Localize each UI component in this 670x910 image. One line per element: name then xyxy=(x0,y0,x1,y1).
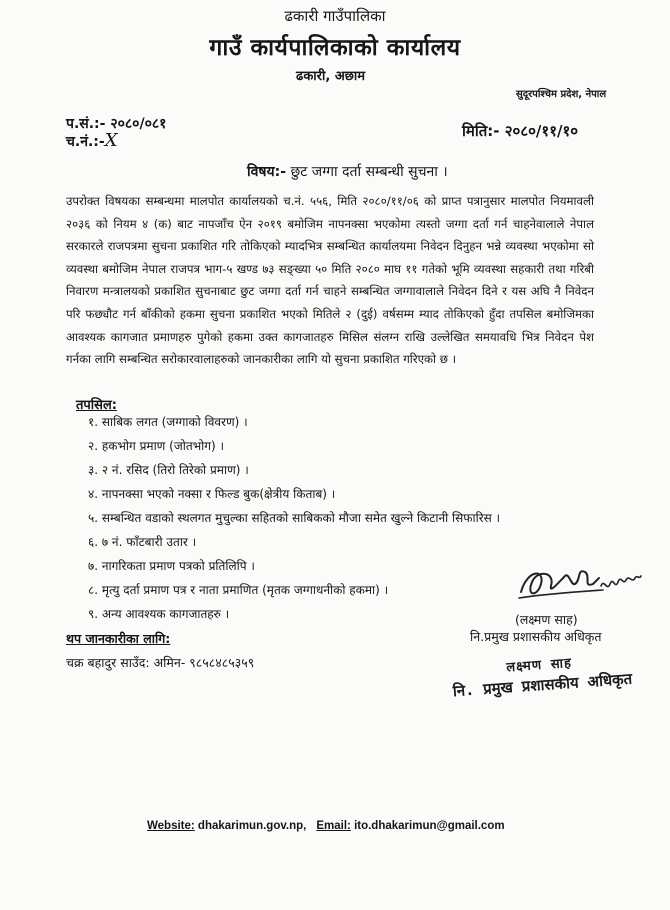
email-link[interactable]: ito.dhakarimun@gmail.com xyxy=(354,820,505,832)
officer-stamp xyxy=(451,649,633,701)
list-item: १. साबिक लगत (जग्गाको विवरण) । xyxy=(88,415,248,429)
list-item: ३. २ नं. रसिद (तिरो तिरेको प्रमाण) । xyxy=(88,463,249,477)
dispatch-label: च.नं.:- xyxy=(66,134,105,150)
officer-title: नि.प्रमुख प्रशासकीय अधिकृत xyxy=(470,629,602,644)
office-name: ढकारी गाउँपालिका xyxy=(284,7,386,25)
office-address: ढकारी, अछाम xyxy=(296,69,366,84)
website-label: Website: xyxy=(147,820,195,832)
handwritten-signature xyxy=(515,562,645,610)
footer-contact xyxy=(147,820,505,832)
list-item: ४. नापनक्सा भएको नक्सा र फिल्ड बुक(क्षेत्रीय किताब) । xyxy=(88,487,336,501)
letter-date: मिति:- २०८०/११/१० xyxy=(462,122,579,140)
list-title: तपसिल: xyxy=(76,398,117,413)
list-item: ६. ७ नं. फाँटबारी उतार । xyxy=(88,535,197,549)
list-item: ७. नागरिकता प्रमाण पत्रको प्रतिलिपि । xyxy=(88,559,255,573)
list-item: ९. अन्य आवश्यक कागजातहरु । xyxy=(88,607,230,621)
office-heading: गाउँ कार्यपालिकाको कार्यालय xyxy=(209,35,461,61)
reference-number: प.सं.:- २०८०/०८१ xyxy=(66,116,167,132)
list-item: ८. मृत्यु दर्ता प्रमाण पत्र र नाता प्रमाणित (मृतक जग्गाधनीको हकमा) । xyxy=(88,583,389,597)
contact-heading: थप जानकारीका लागि: xyxy=(66,631,171,646)
officer-name: (लक्ष्मण साह) xyxy=(515,612,578,627)
list-item: २. हकभोग प्रमाण (जोतभोग) । xyxy=(88,439,225,453)
subject-line xyxy=(247,162,448,181)
contact-detail: चक्र बहादुर साउँद: अमिन- ९८५८४८५३५९ xyxy=(66,655,255,670)
province-label: सुदूरपश्चिम प्रदेश, नेपाल xyxy=(516,89,607,100)
dispatch-value: X xyxy=(104,130,118,151)
list-item: ५. सम्बन्धित वडाको स्थलगत मुचुल्का सहितको साबिकको मौजा समेत खुल्ने किटानी सिफारिस । xyxy=(88,511,501,525)
website-link[interactable]: dhakarimun.gov.np, xyxy=(197,820,307,832)
dispatch-number xyxy=(66,130,118,151)
body-paragraph: उपरोक्त विषयका सम्बन्धमा मालपोत कार्यालयको च.नं. ५५६, मिति २०८०/११/०६ को प्राप्त पत्रानुसार मालपोत नियमावली २०३६ को नियम ४ (क) बाट नापजाँच ऐन २०१९ बमोजिम नापनक्सा भएकोमा त्यस्तो जग्गा दर्ता गर्न चाहनेवालाले नेपाल सरकारले राजपत्रमा सुचना प्रकाशित गरि तोकिएको म्यादभित्र सम्बन्धित कार्यालयमा निवेदन दिनुहन भन्ने व्यवस्था भएकोमा सो व्यवस्था बमोजिम नेपाल राजपत्र भाग-५ खण्ड ७३ सङ्ख्या ५० मिति २०८० माघ ११ गतेको भूमि व्यवस्था सहकारी तथा गरिबी निवारण मन्त्रालयको प्रकाशित सुचनाबाट छुट जग्गा दर्ता गर्न चाहने सम्बन्धित जग्गावालाले निवेदन दिने र यस अघि नै निवेदन परि फछ्यौट गर्न बाँकीको हकमा सुचना प्रकाशित भएको मितिले २ (दुई) वर्षसम्म म्याद तोकिएको हुँदा तपसिल बमोजिमका आवश्यक कागजात प्रमाणहरु पुगेको हकमा उक्त कागजातहरु मिसिल संलग्न राखि उल्लेखित समयावधि भित्र निवेदन पेश गर्नका लागि सम्बन्धित सरोकारवालाहरुको जानकारीका लागि यो सुचना प्रकाशित गरिएको छ । xyxy=(66,194,594,367)
subject-label: विषय:- xyxy=(247,164,287,180)
subject-text: छुट जग्गा दर्ता सम्बन्धी सुचना । xyxy=(290,164,448,180)
email-label: Email: xyxy=(316,820,351,832)
stamp-title: नि. प्रमुख प्रशासकीय अधिकृत xyxy=(452,669,633,701)
document-list xyxy=(88,410,500,626)
stamp-name: लक्ष्मण साह xyxy=(505,655,573,676)
